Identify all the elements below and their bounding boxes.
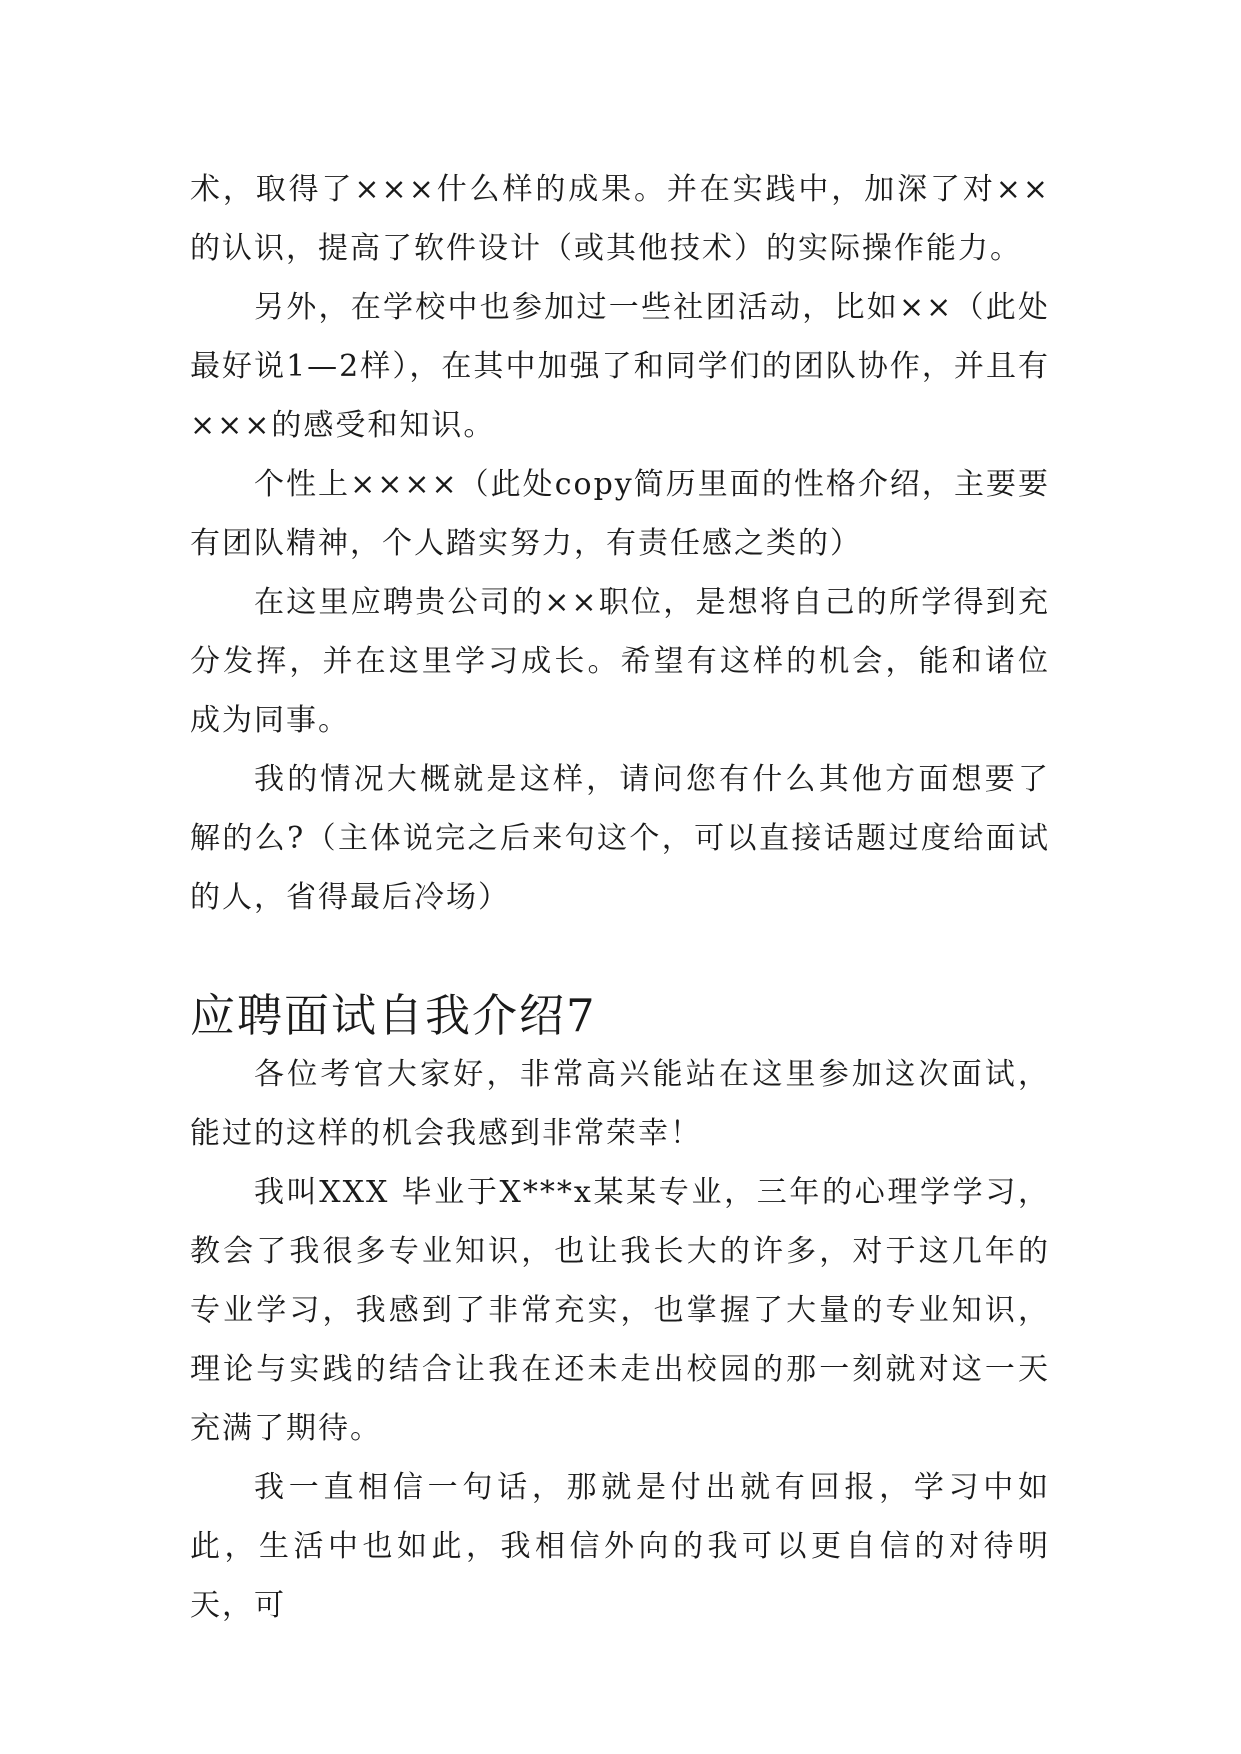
paragraph-4: 在这里应聘贵公司的××职位，是想将自己的所学得到充分发挥，并在这里学习成长。希望有这样的机会，能和诸位成为同事。 xyxy=(190,585,1050,738)
paragraph-8: 我一直相信一句话，那就是付出就有回报，学习中如此，生活中也如此，我相信外向的我可以更自信的对待明天，可 xyxy=(190,1470,1050,1623)
paragraph-7: 我叫XXX 毕业于X***x某某专业，三年的心理学学习，教会了我很多专业知识，也让我长大的许多，对于这几年的专业学习，我感到了非常充实，也掌握了大量的专业知识，理论与实践的结合让我在还未走出校园的那一刻就对这一天充满了期待。 xyxy=(190,1175,1050,1446)
paragraph-2: 另外，在学校中也参加过一些社团活动，比如××（此处最好说1—2样），在其中加强了和同学们的团队协作，并且有×××的感受和知识。 xyxy=(190,290,1050,443)
paragraph-3: 个性上××××（此处copy简历里面的性格介绍，主要要有团队精神，个人踏实努力，有责任感之类的） xyxy=(190,467,1050,561)
paragraph-1: 术，取得了×××什么样的成果。并在实践中，加深了对××的认识，提高了软件设计（或其他技术）的实际操作能力。 xyxy=(190,172,1050,266)
paragraph-6: 各位考官大家好，非常高兴能站在这里参加这次面试，能过的这样的机会我感到非常荣幸！ xyxy=(190,1057,1050,1151)
document-body xyxy=(190,160,1050,1635)
section-heading: 应聘面试自我介绍7 xyxy=(190,989,597,1042)
paragraph-5: 我的情况大概就是这样，请问您有什么其他方面想要了解的么?（主体说完之后来句这个，可以直接话题过度给面试的人，省得最后冷场） xyxy=(190,762,1050,915)
